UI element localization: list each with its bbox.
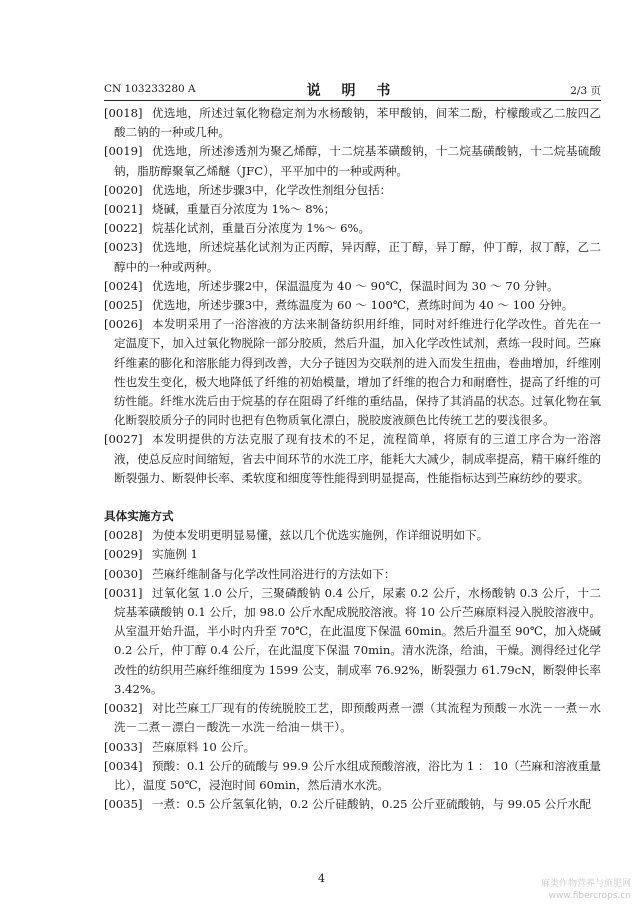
paragraph-number: [0019] [104, 144, 143, 159]
watermark-site-name: 麻类作物营养与施肥网 [540, 879, 631, 889]
paragraph-number: [0030] [104, 566, 143, 581]
paragraph-text: 烧碱，重量百分浓度为 1%～ 8%； [152, 202, 336, 217]
paragraph-number: [0021] [104, 202, 143, 217]
page-number: 4 [318, 872, 325, 885]
paragraph-0031 [104, 584, 601, 699]
paragraph-text: 过氧化氢 1.0 公斤，三聚磷酸钠 0.4 公斤，尿素 0.2 公斤，水杨酸钠 0.3 公斤，十二烷基苯磺酸钠 0.1 公斤，加 98.0 公斤水配成脱胶溶液。将 10 公斤苎麻原料浸入脱胶溶液中。从室温开始升温，半小时内升至 70℃，在此温度下保温 60min。然后升温至 90℃，加入烧碱 0.2 公斤，仲丁醇 0.4 公斤，在此温度下保温 70min。清水洗涤，给油，干燥。测得经过化学改性的纺织用苎麻纤维细度为 1599 公支，制成率 76.92%，断裂强力 61.79cN，断裂伸长率 3.42%。 [114, 585, 601, 696]
paragraph-text: 优选地，所述步骤3中，煮练温度为 60 ～ 100℃，煮练时间为 40 ～ 100 分钟。 [152, 298, 574, 313]
paragraph-text: 一煮：0.5 公斤氢氧化钠，0.2 公斤硅酸钠，0.25 公斤亚硫酸钠，与 99.05 公斤水配 [152, 797, 591, 812]
paragraph-number: [0035] [104, 797, 143, 812]
paragraph-0019 [104, 142, 601, 180]
paragraph-number: [0034] [104, 758, 143, 773]
paragraph-0030 [104, 565, 601, 584]
page-indicator: 2/3 页 [570, 85, 601, 97]
paragraph-text: 优选地，所述步骤3中，化学改性剂组分包括： [152, 182, 392, 197]
paragraph-text: 优选地，所述渗透剂为聚乙烯醇，十二烷基苯磺酸钠，十二烷基磺酸钠，十二烷基硫酸钠，脂肪醇聚氧乙烯醚（JFC），平平加中的一种或两种。 [114, 144, 601, 178]
paragraph-text: 对比苎麻工厂现有的传统脱胶工艺，即预酸两煮一漂（其流程为预酸－水洗－一煮－水洗－二煮－漂白－酸洗－水洗－给油－烘干）。 [114, 701, 601, 735]
paragraph-number: [0018] [104, 106, 143, 120]
paragraph-number: [0028] [104, 528, 143, 543]
paragraph-0034 [104, 757, 601, 795]
document-body [104, 104, 601, 814]
paragraph-text: 实施例 1 [152, 547, 198, 562]
header-divider [104, 100, 601, 101]
paragraph-text: 为使本发明更明显易懂，兹以几个优选实施例，作详细说明如下。 [152, 528, 489, 543]
paragraph-text: 本发明采用了一浴溶液的方法来制备纺织用纤维，同时对纤维进行化学改性。首先在一定温度下，加入过氧化物脱除一部分胶质，然后升温，加入化学改性试剂，煮练一段时间。苎麻纤维素的膨化和溶胀能力得到改善，大分子链因为交联剂的进入而发生扭曲，卷曲增加，纤维刚性也发生变化，极大地降低了纤维的初始模量，增加了纤维的抱合力和耐磨性，提高了纤维的可纺性能。纤维水洗后由于烷基的存在阻碍了纤维的重结晶，保持了其消晶的状态。过氧化物在氧化断裂胶质分子的同时也把有色物质氧化漂白，脱胶废液颜色比传统工艺的要浅很多。 [114, 317, 601, 428]
paragraph-0023 [104, 238, 601, 276]
paragraph-0035 [104, 795, 601, 814]
paragraph-text: 优选地，所述步骤2中，保温温度为 40 ～ 90℃，保温时间为 30 ～ 70 分钟。 [152, 278, 559, 293]
paragraph-0033 [104, 738, 601, 757]
paragraph-0022 [104, 219, 601, 238]
section-heading: 具体实施方式 [104, 509, 174, 524]
paragraph-number: [0031] [104, 585, 143, 600]
paragraph-number: [0026] [104, 317, 143, 332]
paragraph-number: [0023] [104, 240, 143, 255]
paragraph-number: [0027] [104, 432, 143, 447]
document-title: 说 明 书 [306, 83, 399, 99]
paragraph-0029 [104, 545, 601, 564]
paragraph-text: 预酸：0.1 公斤的硫酸与 99.9 公斤水组成预酸溶液，浴比为 1 ： 10（苎麻和溶液重量比），温度 50℃，浸泡时间 60min，然后清水水洗。 [114, 758, 601, 792]
watermark-url: www.fibercrops.cn [548, 891, 631, 901]
paragraph-text: 优选地，所述烷基化试剂为正丙醇，异丙醇，正丁醇，异丁醇，仲丁醇，叔丁醇，乙二醇中的一种或两种。 [114, 240, 601, 274]
page-header [104, 80, 601, 98]
paragraph-0032 [104, 699, 601, 737]
paragraph-0025 [104, 296, 601, 315]
paragraph-0027 [104, 430, 601, 488]
paragraph-0020 [104, 181, 601, 200]
paragraph-text: 本发明提供的方法克服了现有技术的不足，流程简单，将原有的三道工序合为一浴溶液，使总反应时间缩短，省去中间环节的水洗工序，能耗大大减少，制成率提高，精干麻纤维的断裂强力、断裂伸长率、柔软度和细度等性能得到明显提高，性能指标达到苎麻纺纱的要求。 [114, 432, 601, 485]
paragraph-0018 [104, 104, 601, 142]
paragraph-number: [0025] [104, 298, 143, 313]
paragraph-0024 [104, 277, 601, 296]
paragraph-number: [0024] [104, 278, 143, 293]
paragraph-text: 苎麻原料 10 公斤。 [152, 739, 256, 754]
paragraph-text: 优选地，所述过氧化物稳定剂为水杨酸钠，苯甲酸钠，间苯二酚，柠檬酸或乙二胺四乙酸二钠的一种或几种。 [114, 106, 601, 140]
paragraph-text: 苎麻纤维制备与化学改性同浴进行的方法如下： [152, 566, 396, 581]
paragraph-0021 [104, 200, 601, 219]
paragraph-number: [0029] [104, 547, 143, 562]
watermark [541, 878, 631, 902]
paragraph-number: [0033] [104, 739, 143, 754]
paragraph-text: 烷基化试剂，重量百分浓度为 1%～ 6%。 [152, 221, 371, 236]
section-gap [104, 488, 601, 507]
patent-number: CN 103233280 A [104, 83, 196, 95]
paragraph-0026 [104, 315, 601, 430]
paragraph-number: [0032] [104, 701, 143, 716]
paragraph-number: [0022] [104, 221, 143, 236]
paragraph-0028 [104, 526, 601, 545]
paragraph-number: [0020] [104, 182, 143, 197]
